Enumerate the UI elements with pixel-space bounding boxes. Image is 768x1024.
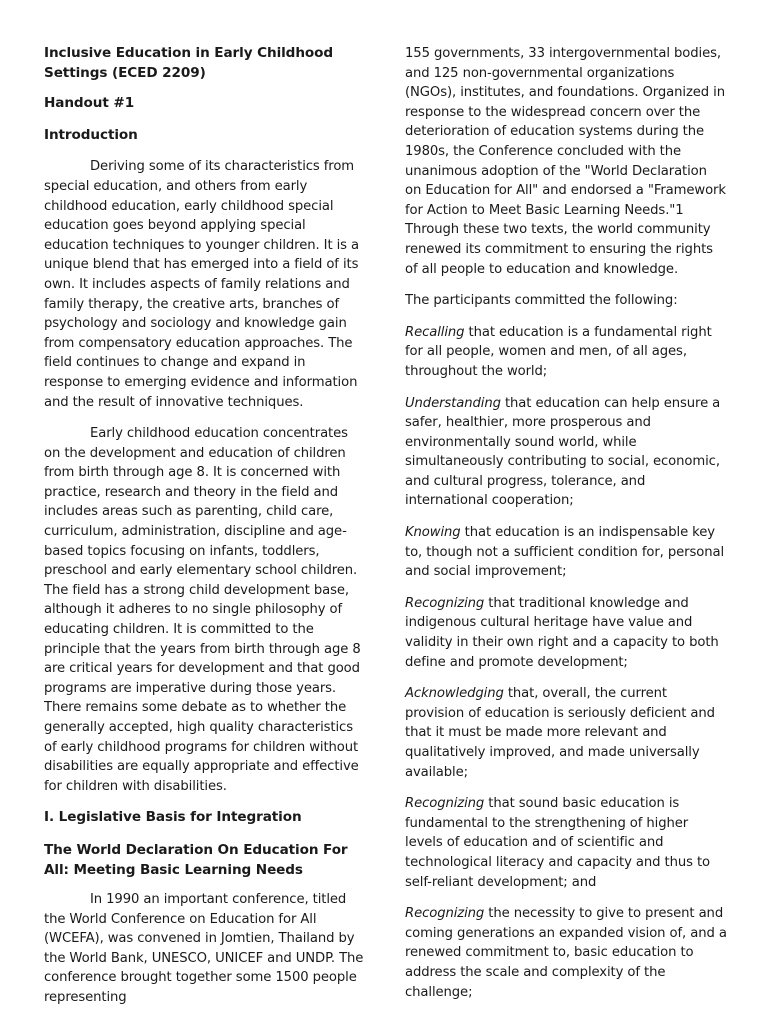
commitment-lead: Recalling [405,324,465,340]
paragraph-derivation: Deriving some of its characteristics from special education, and others from early childhood education, early childhood special education goes beyond applying special education techniques to younger children. It is a unique blend that has emerged into a field of its own. It includes aspects of family relations and family therapy, the creative arts, branches of psychology and sociology and knowledge gain from compensatory education approaches. The field continues to change and expand in response to emerging evidence and information and the result of innovative techniques. [44,159,360,410]
commitment-text: that education is a fundamental right for all people, women and men, of all ages, throughout the world; [405,324,712,379]
commitment-lead: Recognizing [405,796,485,812]
commitment-text: the necessity to give to present and coming generations an expanded vision of, and a renewed commitment to, basic education to address the scale and complexity of the challenge; [405,906,727,1000]
left-column [44,44,366,1020]
commitment-item [405,394,727,512]
commitment-item [405,323,727,382]
introduction-heading: Introduction [44,126,138,143]
commitment-item [405,594,727,672]
commitment-lead: Understanding [405,395,501,411]
commitment-item [405,794,727,892]
right-column [405,44,727,1014]
commitment-text: that traditional knowledge and indigenous cultural heritage have value and validity in their own right and a capacity to both define and promote development; [405,595,719,670]
commitment-item [405,904,727,1002]
participants-statement: The participants committed the following: [405,293,678,309]
commitment-text: that sound basic education is fundamental to the strengthening of higher levels of education and of scientific and technological literacy and capacity and thus to self-reliant development; and [405,796,710,890]
paragraph-continuation: 155 governments, 33 intergovernmental bodies, and 125 non-governmental organizations (NGOs), institutes, and foundations. Organized in response to the widespread concern over the deterioration of education systems during the 1980s, the Conference concluded with the unanimous adoption of the "World Declaration on Education for All" and endorsed a "Framework for Action to Meet Basic Learning Needs."1 Through these two texts, the world community renewed its commitment to ensuring the rights of all people to education and knowledge. [405,46,726,277]
paragraph-early-childhood: Early childhood education concentrates on the development and education of children from birth through age 8. It is concerned with practice, research and theory in the field and includes areas such as parenting, child care, curriculum, administration, discipline and age-based topics focusing on infants, toddlers, preschool and early elementary school children. The field has a strong child development base, although it adheres to no single philosophy of educating children. It is committed to the principle that the years from birth through age 8 are critical years for development and that good programs are imperative during those years. There remains some debate as to whether the generally accepted, high quality characteristics of early childhood programs for children without disabilities are equally appropriate and effective for children with disabilities. [44,426,361,794]
commitment-text: that, overall, the current provision of education is seriously deficient and that it must be made more relevant and qualitatively improved, and made universally available; [405,686,715,780]
document-title: Inclusive Education in Early Childhood Settings (ECED 2209) [44,45,334,81]
commitment-lead: Knowing [405,525,461,541]
commitment-text: that education can help ensure a safer, healthier, more prosperous and environmentally sound world, while simultaneously contributing to social, economic, and cultural progress, tolerance, and international cooperation; [405,395,721,509]
commitment-item [405,684,727,782]
subheading-world-declaration: The World Declaration On Education For All: Meeting Basic Learning Needs [44,841,348,878]
paragraph-wcefa: In 1990 an important conference, titled the World Conference on Education for All (WCEFA), was convened in Jomtien, Thailand by the World Bank, UNESCO, UNICEF and UNDP. The conference brought together some 1500 people representing [44,891,364,1005]
commitment-lead: Recognizing [405,595,485,611]
commitment-lead: Acknowledging [405,686,504,702]
commitment-item [405,523,727,582]
commitment-lead: Recognizing [405,906,485,922]
commitment-text: that education is an indispensable key to, though not a sufficient condition for, personal and social improvement; [405,525,725,580]
handout-label: Handout #1 [44,95,135,112]
section-heading-legislative: I. Legislative Basis for Integration [44,809,302,826]
